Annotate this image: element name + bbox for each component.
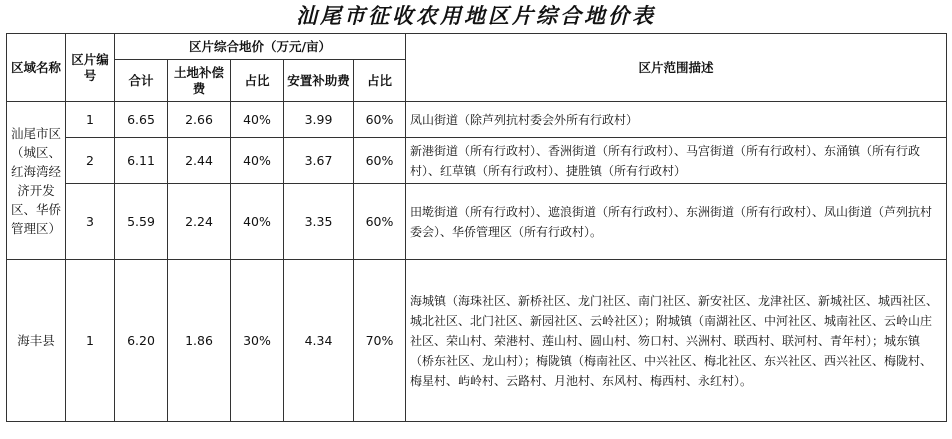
table-row [7, 138, 947, 184]
land-comp-cell: 1.86 [168, 260, 231, 422]
zone-no-cell: 2 [66, 138, 115, 184]
total-cell: 6.11 [115, 138, 168, 184]
header-price-group: 区片综合地价（万元/亩） [115, 34, 406, 60]
ratio-cell: 60% [354, 138, 406, 184]
region-cell: 汕尾市区（城区、红海湾经济开发区、华侨管理区） [7, 102, 66, 260]
ratio-cell: 30% [231, 260, 284, 422]
header-total: 合计 [115, 60, 168, 102]
header-resettle: 安置补助费 [284, 60, 354, 102]
scope-cell: 海城镇（海珠社区、新桥社区、龙门社区、南门社区、新安社区、龙津社区、新城社区、城西社区、城北社区、北门社区、新园社区、云岭社区）；附城镇（南湖社区、中河社区、城南社区、云岭山庄社区、荣山村、荣港村、莲山村、圆山村、笏口村、兴洲村、联西村、联河村、青年村）；城东镇（桥东社区、龙山村）；梅陇镇（梅南社区、中兴社区、梅北社区、东兴社区、西兴社区、梅陇村、梅星村、屿岭村、云路村、月池村、东风村、梅西村、永红村）。 [406, 260, 947, 422]
resettle-cell: 4.34 [284, 260, 354, 422]
zone-no-cell: 1 [66, 260, 115, 422]
header-row-1 [7, 34, 947, 60]
land-comp-cell: 2.44 [168, 138, 231, 184]
ratio-cell: 60% [354, 102, 406, 138]
table-row [7, 184, 947, 260]
page-title: 汕尾市征收农用地区片综合地价表 [296, 3, 656, 28]
header-region: 区域名称 [7, 34, 66, 102]
zone-no-cell: 1 [66, 102, 115, 138]
header-ratio-2: 占比 [354, 60, 406, 102]
land-price-table [6, 33, 947, 422]
total-cell: 6.20 [115, 260, 168, 422]
land-comp-cell: 2.66 [168, 102, 231, 138]
header-scope: 区片范围描述 [406, 34, 947, 102]
header-ratio-1: 占比 [231, 60, 284, 102]
land-comp-cell: 2.24 [168, 184, 231, 260]
ratio-cell: 40% [231, 138, 284, 184]
total-cell: 6.65 [115, 102, 168, 138]
ratio-cell: 40% [231, 102, 284, 138]
header-land-comp: 土地补偿费 [168, 60, 231, 102]
scope-cell: 新港街道（所有行政村）、香洲街道（所有行政村）、马宫街道（所有行政村）、东涌镇（所有行政村）、红草镇（所有行政村）、捷胜镇（所有行政村） [406, 138, 947, 184]
table-row [7, 102, 947, 138]
ratio-cell: 60% [354, 184, 406, 260]
resettle-cell: 3.99 [284, 102, 354, 138]
resettle-cell: 3.35 [284, 184, 354, 260]
table-row [7, 260, 947, 422]
region-cell: 海丰县 [7, 260, 66, 422]
ratio-cell: 70% [354, 260, 406, 422]
total-cell: 5.59 [115, 184, 168, 260]
header-zone-no: 区片编号 [66, 34, 115, 102]
resettle-cell: 3.67 [284, 138, 354, 184]
scope-cell: 田墘街道（所有行政村）、遮浪街道（所有行政村）、东洲街道（所有行政村）、凤山街道（芦列抗村委会）、华侨管理区（所有行政村）。 [406, 184, 947, 260]
scope-cell: 凤山街道（除芦列抗村委会外所有行政村） [406, 102, 947, 138]
ratio-cell: 40% [231, 184, 284, 260]
zone-no-cell: 3 [66, 184, 115, 260]
